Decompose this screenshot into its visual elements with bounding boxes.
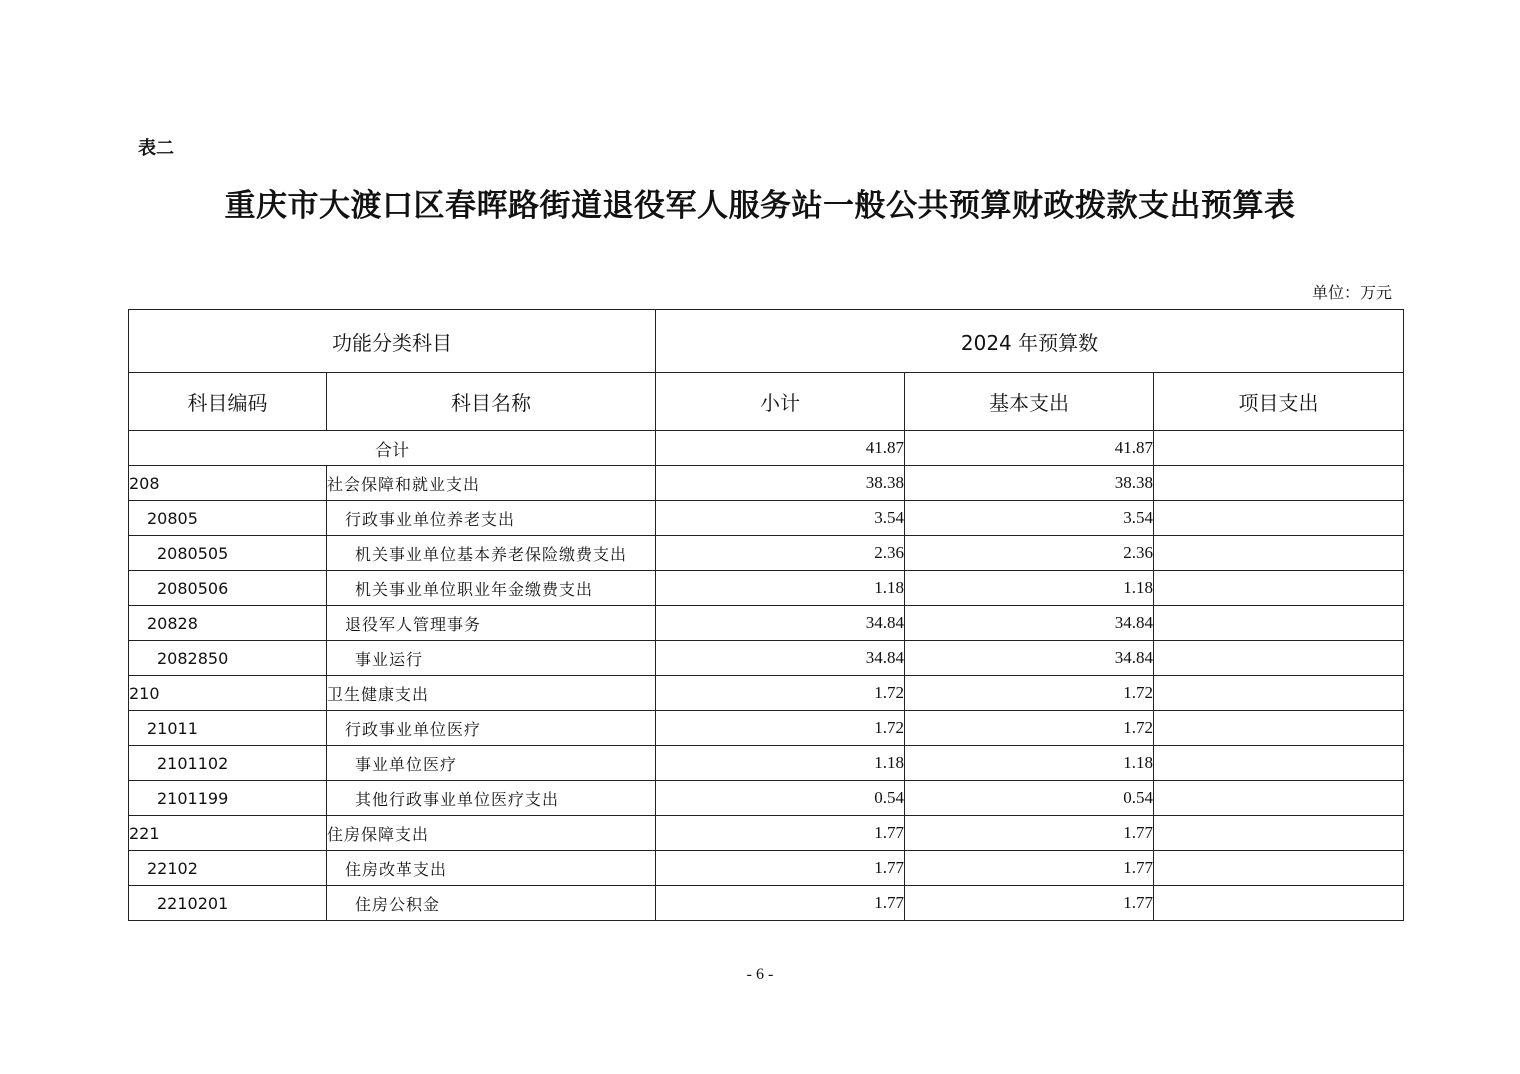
row-name: 事业单位医疗 <box>327 746 656 781</box>
row-subtotal: 38.38 <box>656 466 905 501</box>
row-name: 机关事业单位职业年金缴费支出 <box>327 571 656 606</box>
row-project <box>1154 851 1404 886</box>
row-name: 其他行政事业单位医疗支出 <box>327 781 656 816</box>
header-function-category: 功能分类科目 <box>129 310 656 373</box>
row-project <box>1154 641 1404 676</box>
row-basic: 1.77 <box>905 816 1154 851</box>
row-code: 21011 <box>129 711 327 746</box>
total-subtotal: 41.87 <box>656 431 905 466</box>
row-code: 20828 <box>129 606 327 641</box>
row-subtotal: 1.77 <box>656 851 905 886</box>
table-row <box>129 571 1404 606</box>
row-project <box>1154 466 1404 501</box>
row-project <box>1154 501 1404 536</box>
row-code: 208 <box>129 466 327 501</box>
row-subtotal: 1.72 <box>656 676 905 711</box>
total-basic: 41.87 <box>905 431 1154 466</box>
budget-table <box>128 309 1404 921</box>
row-name: 行政事业单位养老支出 <box>327 501 656 536</box>
row-code: 210 <box>129 676 327 711</box>
row-subtotal: 34.84 <box>656 641 905 676</box>
row-basic: 1.77 <box>905 851 1154 886</box>
row-subtotal: 2.36 <box>656 536 905 571</box>
row-code: 2101199 <box>129 781 327 816</box>
total-label: 合计 <box>129 431 656 466</box>
row-basic: 1.18 <box>905 746 1154 781</box>
table-row <box>129 816 1404 851</box>
row-basic: 1.18 <box>905 571 1154 606</box>
row-name: 行政事业单位医疗 <box>327 711 656 746</box>
header-subtotal: 小计 <box>656 373 905 431</box>
table-row <box>129 746 1404 781</box>
row-project <box>1154 606 1404 641</box>
row-subtotal: 1.18 <box>656 746 905 781</box>
row-name: 退役军人管理事务 <box>327 606 656 641</box>
row-project <box>1154 781 1404 816</box>
row-subtotal: 0.54 <box>656 781 905 816</box>
table-row <box>129 676 1404 711</box>
row-subtotal: 1.77 <box>656 886 905 921</box>
header-subject-code: 科目编码 <box>129 373 327 431</box>
header-budget-2024: 2024 年预算数 <box>656 310 1404 373</box>
unit-label: 单位：万元 <box>1311 283 1392 302</box>
total-row <box>129 431 1404 466</box>
row-project <box>1154 571 1404 606</box>
row-project <box>1154 711 1404 746</box>
table-row <box>129 641 1404 676</box>
row-code: 2080506 <box>129 571 327 606</box>
row-subtotal: 1.72 <box>656 711 905 746</box>
row-name: 住房保障支出 <box>327 816 656 851</box>
row-name: 住房公积金 <box>327 886 656 921</box>
row-basic: 0.54 <box>905 781 1154 816</box>
header-project-expenditure: 项目支出 <box>1154 373 1404 431</box>
row-project <box>1154 676 1404 711</box>
table-row <box>129 466 1404 501</box>
table-row <box>129 536 1404 571</box>
row-code: 2080505 <box>129 536 327 571</box>
row-basic: 34.84 <box>905 641 1154 676</box>
row-code: 2101102 <box>129 746 327 781</box>
row-subtotal: 3.54 <box>656 501 905 536</box>
row-code: 221 <box>129 816 327 851</box>
row-name: 卫生健康支出 <box>327 676 656 711</box>
table-row <box>129 851 1404 886</box>
page-number: - 6 - <box>746 966 774 983</box>
row-subtotal: 1.18 <box>656 571 905 606</box>
total-project <box>1154 431 1404 466</box>
row-basic: 2.36 <box>905 536 1154 571</box>
row-name: 机关事业单位基本养老保险缴费支出 <box>327 536 656 571</box>
row-code: 22102 <box>129 851 327 886</box>
row-project <box>1154 536 1404 571</box>
row-code: 2210201 <box>129 886 327 921</box>
row-basic: 38.38 <box>905 466 1154 501</box>
row-name: 事业运行 <box>327 641 656 676</box>
table-row <box>129 711 1404 746</box>
table-row <box>129 781 1404 816</box>
row-subtotal: 34.84 <box>656 606 905 641</box>
row-basic: 3.54 <box>905 501 1154 536</box>
table-label: 表二 <box>138 138 174 159</box>
row-basic: 1.72 <box>905 676 1154 711</box>
row-basic: 34.84 <box>905 606 1154 641</box>
row-project <box>1154 886 1404 921</box>
table-row <box>129 606 1404 641</box>
table-row <box>129 501 1404 536</box>
row-basic: 1.77 <box>905 886 1154 921</box>
table-row <box>129 886 1404 921</box>
row-name: 住房改革支出 <box>327 851 656 886</box>
row-basic: 1.72 <box>905 711 1154 746</box>
row-code: 2082850 <box>129 641 327 676</box>
page-title: 重庆市大渡口区春晖路街道退役军人服务站一般公共预算财政拨款支出预算表 <box>224 188 1296 224</box>
header-basic-expenditure: 基本支出 <box>905 373 1154 431</box>
row-subtotal: 1.77 <box>656 816 905 851</box>
row-project <box>1154 816 1404 851</box>
header-subject-name: 科目名称 <box>327 373 656 431</box>
row-code: 20805 <box>129 501 327 536</box>
row-project <box>1154 746 1404 781</box>
row-name: 社会保障和就业支出 <box>327 466 656 501</box>
